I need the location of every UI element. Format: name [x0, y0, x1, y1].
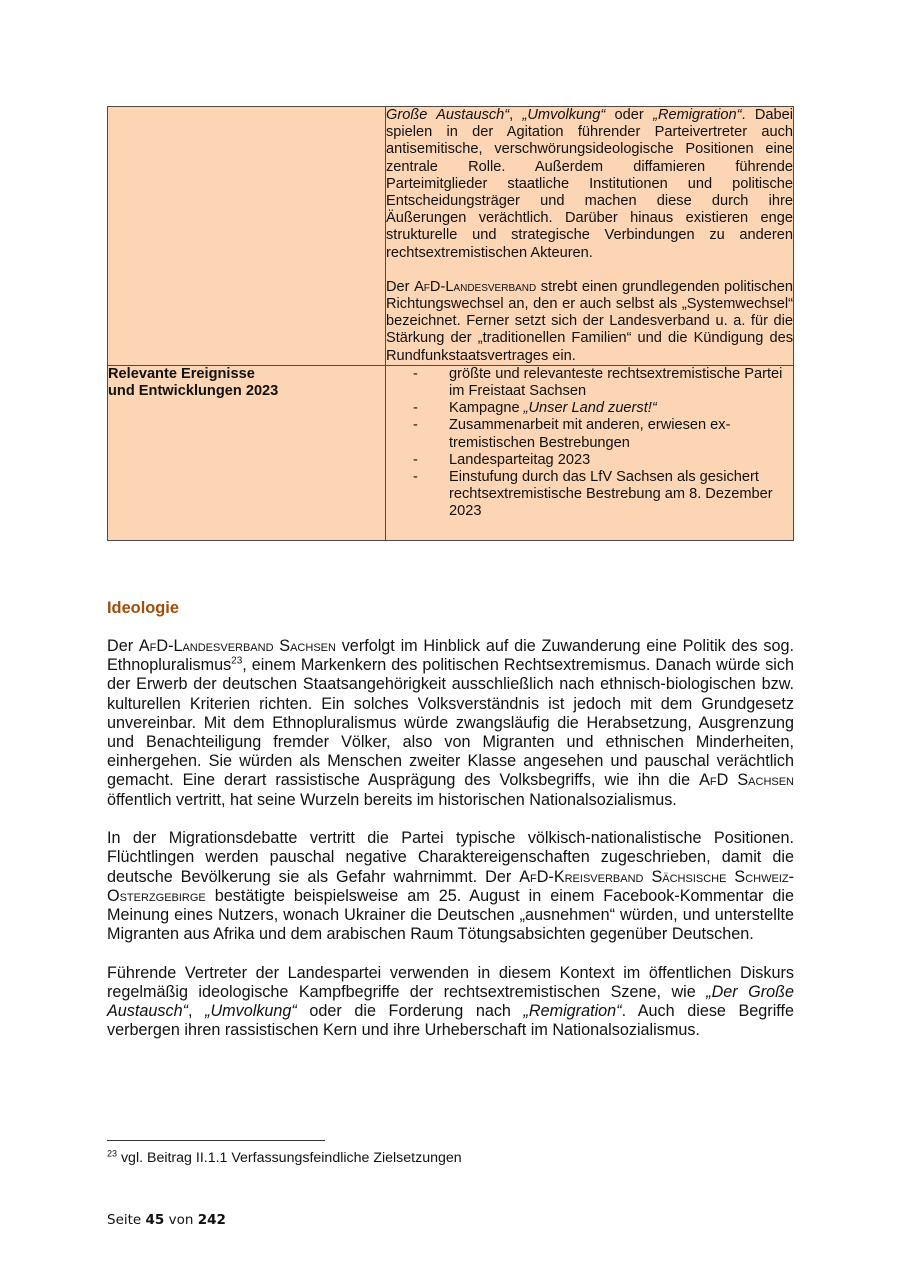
- paragraph-1: Der AfD-Landesverband Sachsen verfolgt im Hinblick auf die Zuwanderung eine Politik des sog. Ethnopluralismus$^{23}$, einem Markenkern des politischen Rechtsextremismus. Danach würde sich der Erwerb der deutschen Staatsangehörigkeit ausschließlich nach ethnisch-biologischen bzw. kulturellen Kriterien richten. Ein solches Volksverständnis ist jedoch mit dem Grundgesetz unvereinbar. Mit dem Ethnopluralismus würde zwangsläufig die Herabsetzung, Ausgrenzung und Benachteiligung fremder Völker, also von Migranten und ethnischen Minderheiten, einhergehen. Sie würden als Menschen zweiter Klasse angesehen und pauschal verächtlich gemacht. Eine derart rassistische Ausprägung des Volksbegriffs, wie ihn die AfD Sachsen öffentlich vertritt, hat seine Wurzeln bereits im historischen Nationalsozialismus.: [107, 637, 795, 809]
- paragraph-2: In der Migrationsdebatte vertritt die Partei typische völkisch-nationalistische Positionen. Flüchtlingen werden pauschal negative Charaktereigenschaften zugeschrieben, damit die deutsche Bevölkerung sie als Gefahr wahrnimmt. Der AfD-Kreisverband Sächsische Schweiz-Osterzgebirge bestätigte beispielsweise am 25. August in einem Facebook-Kommentar die Meinung eines Nutzers, wonach Ukrainer die Deutschen „ausnehmen“ würden, und unterstellte Migranten aus Afrika und dem arabischen Raum Tötungsabsichten gegenüber Deutschen.: [107, 829, 794, 944]
- footnote-ref[interactable]: 23: [231, 655, 243, 667]
- page-number: Seite 45 von 242: [107, 1212, 226, 1228]
- body-text: [107, 637, 794, 1060]
- footnote: $^{23}$ vgl. Beitrag II.1.1 Verfassungsfeindliche Zielsetzungen: [107, 1148, 462, 1166]
- list-item: - Einstufung durch das LfV Sachsen als gesichert rechtsextremistische Bestrebung am 8. Dezember 2023: [413, 469, 793, 521]
- list-item: - Landesparteitag 2023: [413, 452, 793, 469]
- footnote-divider: [107, 1140, 325, 1141]
- section-heading: Ideologie: [107, 599, 179, 617]
- table-paragraph-2: Der AfD-Landesverband strebt einen grundlegenden politischen Richtungswechsel an, den er auch selbst als „Systemwechsel“ bezeichnet. Ferner setzt sich der Landesverband u. a. für die Stärkung der „traditionellen Familien“ und die Kündigung des Rundfunkstaatsvertrages ein.: [386, 278, 793, 364]
- events-list-cell: [386, 365, 794, 540]
- footnote-number: 23: [107, 1148, 118, 1159]
- events-list: [386, 366, 793, 521]
- paragraph-3: Führende Vertreter der Landespartei verwenden in diesem Kontext im öffentlichen Diskurs regelmäßig ideologische Kampfbegriffe der rechtsextremistischen Szene, wie „Der Große Austausch“, „Umvolkung“ oder die Forderung nach „Remigration“. Auch diese Begriffe verbergen ihren rassistischen Kern und ihre Urheberschaft im Nationalsozialismus.: [107, 963, 795, 1040]
- table-row-events: [108, 365, 794, 540]
- table-row-ideology: [108, 107, 794, 366]
- list-item: - größte und relevanteste rechtsextremistische Partei im Freistaat Sachsen: [413, 366, 793, 400]
- info-table: [107, 106, 794, 541]
- table-text-cell: [386, 107, 794, 366]
- table-label-cell-empty: [108, 107, 386, 366]
- events-label-cell: Relevante Ereignisse und Entwicklungen 2023: [108, 365, 386, 540]
- list-item: - Kampagne „Unser Land zuerst!“: [413, 400, 793, 417]
- table-paragraph-1: Große Austausch“, „Umvolkung“ oder „Remigration“. Dabei spielen in der Agitation führender Parteivertreter auch antisemitische, verschwörungsideologische Positionen eine zentrale Rolle. Außerdem diffamieren führende Parteimitglieder staatliche Institutionen und politische Entscheidungsträger und machen diese durch ihre Äußerungen verächtlich. Darüber hinaus existieren enge strukturelle und strategische Verbindungen zu anderen rechtsextremistischen Akteuren.: [386, 107, 793, 261]
- list-item: - Zusammenarbeit mit anderen, erwiesen ex-tremistischen Bestrebungen: [413, 417, 793, 451]
